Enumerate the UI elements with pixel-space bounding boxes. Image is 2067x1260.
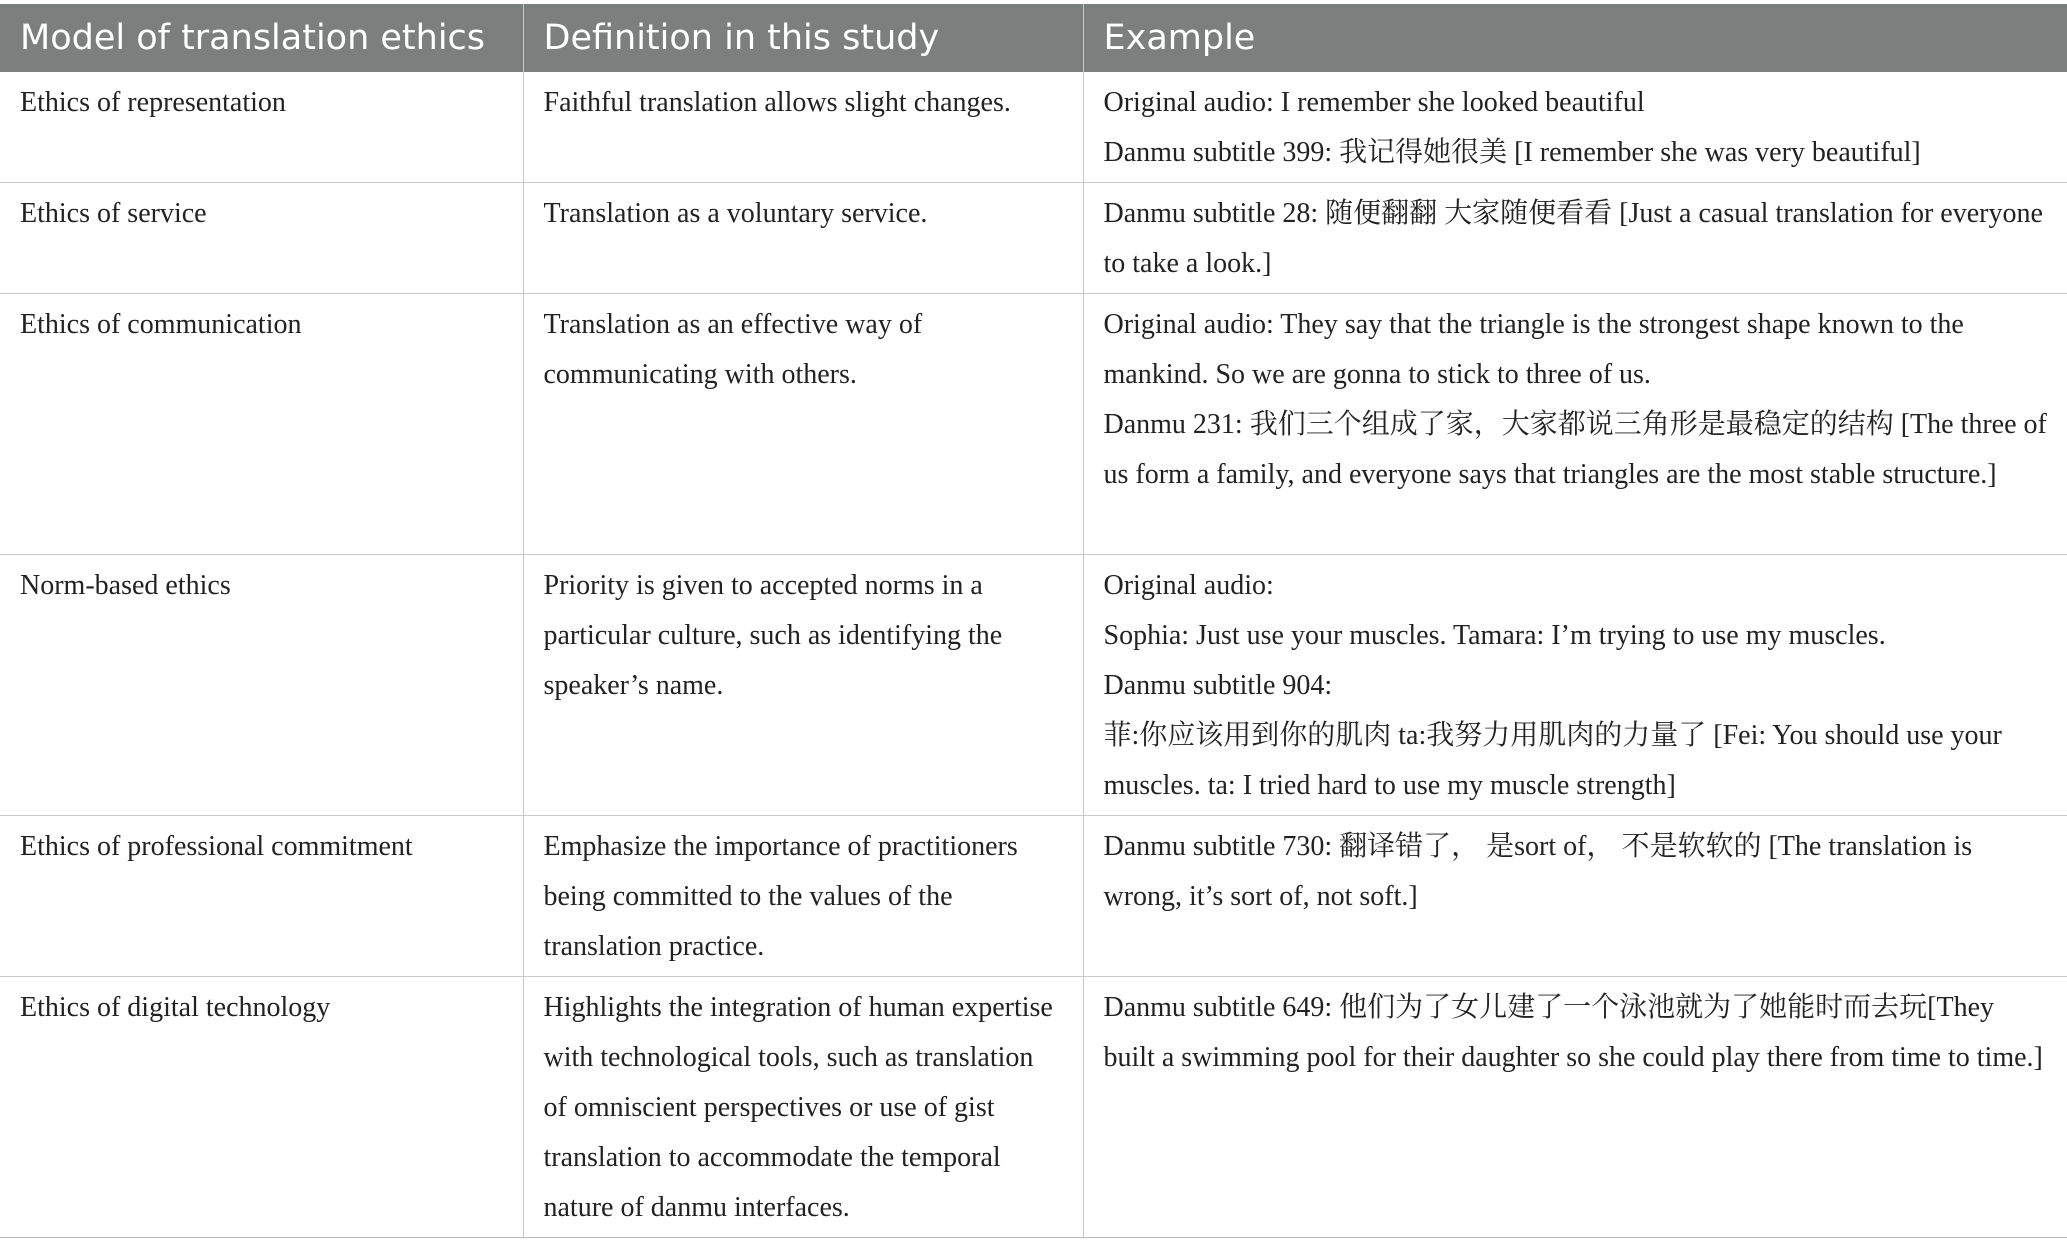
- cell-definition: Faithful translation allows slight changes.: [523, 72, 1083, 183]
- cell-example: [1083, 555, 2067, 816]
- example-line: 菲:你应该用到你的肌肉 ta:我努力用肌肉的力量了 [Fei: You should use your muscles. ta: I tried hard to use my muscle strength]: [1103, 720, 2002, 801]
- header-example: Example: [1083, 4, 2067, 72]
- cell-definition: Highlights the integration of human expertise with technological tools, such as translation of omniscient perspectives or use of gist translation to accommodate the temporal nature of danmu interfaces.: [523, 977, 1083, 1238]
- header-row: [0, 4, 2067, 72]
- example-line: Danmu 231: 我们三个组成了家，大家都说三角形是最稳定的结构 [The three of us form a family, and everyone says that triangles are the most stable structure.]: [1103, 409, 2047, 490]
- example-line: Danmu subtitle 730: 翻译错了， 是sort of， 不是软软的 [The translation is wrong, it’s sort of, not soft.]: [1103, 831, 1973, 912]
- cell-example: [1083, 977, 2067, 1238]
- example-line: Original audio: They say that the triangle is the strongest shape known to the mankind. So we are gonna to stick to three of us.: [1103, 309, 1964, 390]
- cell-model: Ethics of representation: [0, 72, 523, 183]
- example-line: Original audio:: [1103, 570, 1274, 601]
- cell-example: [1083, 294, 2067, 555]
- ethics-table: [0, 4, 2067, 1238]
- cell-example: [1083, 816, 2067, 977]
- cell-definition: Translation as an effective way of communicating with others.: [523, 294, 1083, 555]
- table-row: [0, 816, 2067, 977]
- cell-model: Ethics of service: [0, 183, 523, 294]
- cell-model: Norm-based ethics: [0, 555, 523, 816]
- cell-definition: Priority is given to accepted norms in a particular culture, such as identifying the speaker’s name.: [523, 555, 1083, 816]
- example-line: Danmu subtitle 649: 他们为了女儿建了一个泳池就为了她能时而去玩[They built a swimming pool for their daughter so she could play there from time to time.]: [1103, 992, 2043, 1073]
- cell-definition: Translation as a voluntary service.: [523, 183, 1083, 294]
- header-definition: Definition in this study: [523, 4, 1083, 72]
- table-row: [0, 72, 2067, 183]
- example-line: Original audio: I remember she looked beautiful: [1103, 87, 1645, 118]
- header-model: Model of translation ethics: [0, 4, 523, 72]
- cell-model: Ethics of communication: [0, 294, 523, 555]
- example-line: Danmu subtitle 399: 我记得她很美 [I remember she was very beautiful]: [1103, 137, 1921, 168]
- cell-example: [1083, 72, 2067, 183]
- table-row: [0, 294, 2067, 555]
- example-line: Danmu subtitle 904:: [1103, 670, 1333, 701]
- table-row: [0, 555, 2067, 816]
- example-line: Sophia: Just use your muscles. Tamara: I’m trying to use my muscles.: [1103, 620, 1886, 651]
- table-header: [0, 4, 2067, 72]
- example-line: Danmu subtitle 28: 随便翻翻 大家随便看看 [Just a casual translation for everyone to take a look.]: [1103, 198, 2043, 279]
- cell-model: Ethics of professional commitment: [0, 816, 523, 977]
- cell-example: [1083, 183, 2067, 294]
- cell-model: Ethics of digital technology: [0, 977, 523, 1238]
- table-row: [0, 977, 2067, 1238]
- table-body: [0, 72, 2067, 1238]
- table-row: [0, 183, 2067, 294]
- cell-definition: Emphasize the importance of practitioners being committed to the values of the translation practice.: [523, 816, 1083, 977]
